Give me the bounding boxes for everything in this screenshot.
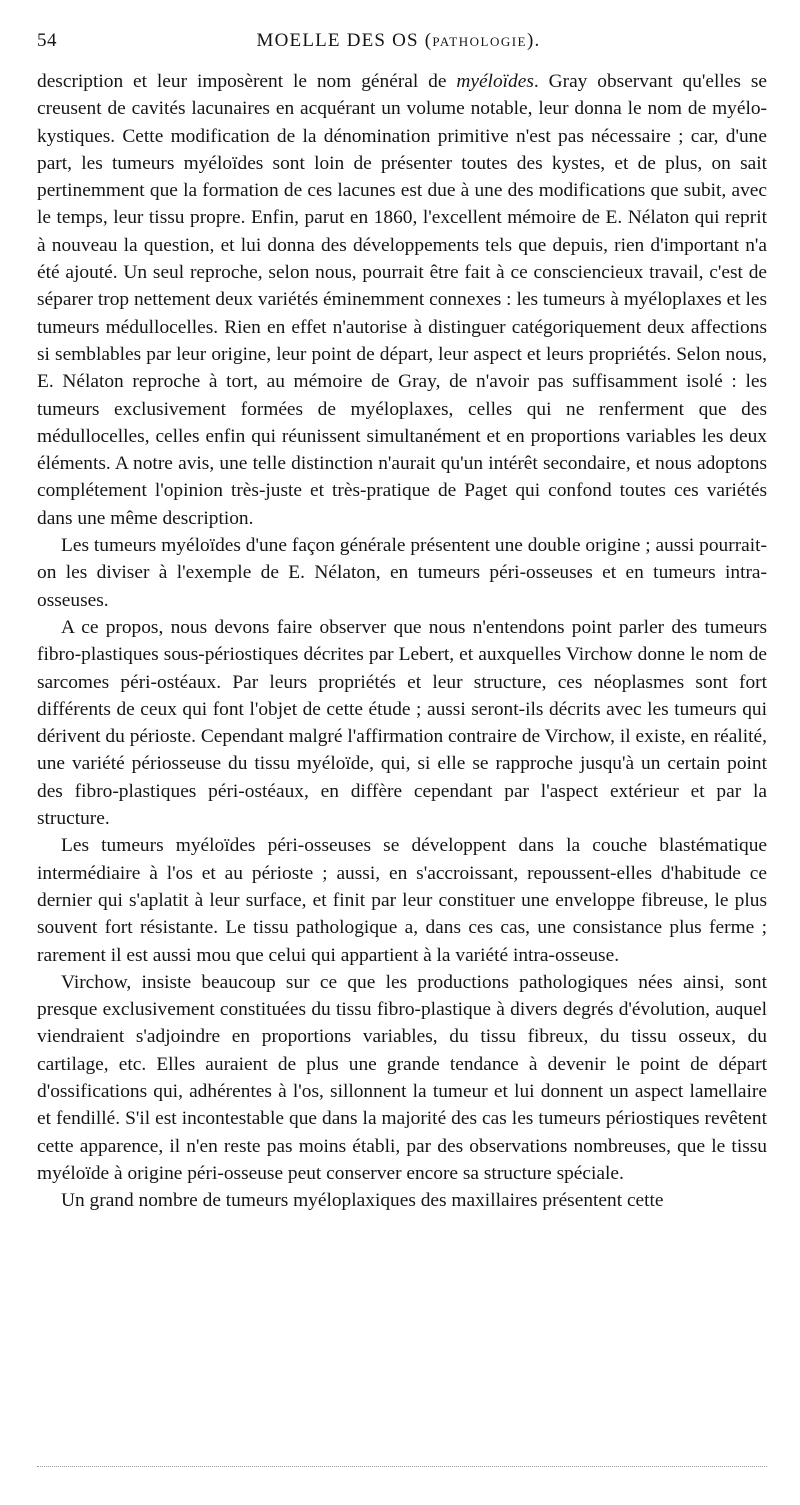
paragraph-text-rest: . Gray observant qu'elles se creusent de cavités lacunaires en acquérant un volume notable, leur donna le nom de myélo-kystiques. Cette modification de la dénomination primitive n'est pas nécessaire ; car, d'une part, les tumeurs myéloïdes sont loin de présenter toutes des kystes, et de plus, on sait pertinemment que la formation de ces lacunes est due à une des modifications que subit, avec le temps, leur tissu propre. Enfin, parut en 1860, l'excellent mémoire de E. Nélaton qui reprit à nouveau la question, et lui donna des développements tels que depuis, rien d'important n'a été ajouté. Un seul reproche, selon nous, pourrait être fait à ce consciencieux travail, c'est de séparer trop nettement deux variétés éminemment connexes : les tumeurs à myéloplaxes et les tumeurs médullocelles. Rien en effet n'autorise à distinguer catégoriquement deux affections si semblables par leur origine, leur point de départ, leur aspect et leurs propriétés. Selon nous, E. Nélaton reproche à tort, au mémoire de Gray, de n'avoir pas suffisamment isolé : les tumeurs exclusivement formées de myéloplaxes, celles qui ne renferment que des médullocelles, celles enfin qui réunissent simultanément et en proportions variables les deux éléments. A notre avis, une telle distinction n'aurait qu'un intérêt secondaire, et nous adoptons complétement l'opinion très-juste et très-pratique de Paget qui confond toutes ces variétés dans une même description. bbox=[37, 71, 767, 529]
chapter-title bbox=[37, 30, 760, 52]
chapter-title-main: MOELLE DES OS ( bbox=[256, 30, 433, 51]
paragraph: Les tumeurs myéloïdes d'une façon générale présentent une double origine ; aussi pourrait-on les diviser à l'exemple de E. Nélaton, en tumeurs péri-osseuses et en tumeurs intra-osseuses. bbox=[37, 535, 767, 611]
paragraph: A ce propos, nous devons faire observer que nous n'entendons point parler des tumeurs fibro-plastiques sous-périostiques décrites par Lebert, et auxquelles Virchow donne le nom de sarcomes péri-ostéaux. Par leurs propriétés et leur structure, ces néoplasmes sont fort différents de ceux qui font l'objet de cette étude ; aussi seront-ils décrits avec les tumeurs qui dérivent du périoste. Cependant malgré l'affirmation contraire de Virchow, il existe, en réalité, une variété périosseuse du tissu myéloïde, qui, si elle se rapproche jusqu'à un certain point des fibro-plastiques péri-ostéaux, en diffère cependant par l'aspect extérieur et par la structure. bbox=[37, 616, 767, 830]
emphasized-term: myéloïdes bbox=[456, 71, 534, 92]
running-head bbox=[37, 30, 760, 58]
chapter-title-end: ). bbox=[527, 30, 541, 51]
paragraph: Virchow, insiste beaucoup sur ce que les productions pathologiques nées ainsi, sont presque exclusivement constituées du tissu fibro-plastique à divers degrés d'évolution, auquel viendraient s'adjoindre en proportions variables, du tissu fibreux, du tissu osseux, du cartilage, etc. Elles auraient de plus une grande tendance à devenir le point de départ d'ossifications qui, adhérentes à l'os, sillonnent la tumeur et lui donnent un aspect lamellaire et fendillé. S'il est incontestable que dans la majorité des cas les tumeurs périostiques revêtent cette apparence, il n'en reste pas moins établi, par des observations nombreuses, que le tissu myéloïde à origine péri-osseuse peut conserver encore sa structure spéciale. bbox=[37, 971, 767, 1184]
page-number: 54 bbox=[37, 30, 57, 51]
body-text bbox=[37, 68, 767, 1214]
paragraph-text-start: description et leur imposèrent le nom général de bbox=[37, 71, 457, 92]
paragraph-truncated: Un grand nombre de tumeurs myéloplaxiques des maxillaires présentent cette bbox=[61, 1190, 664, 1212]
chapter-title-subsection: PATHOLOGIE bbox=[432, 34, 528, 49]
paragraph-continued bbox=[37, 68, 767, 532]
footer-dotted-rule bbox=[37, 1466, 767, 1467]
paragraph: Les tumeurs myéloïdes péri-osseuses se développent dans la couche blastématique intermédiaire à l'os et au périoste ; aussi, en s'accroissant, repoussent-elles d'habitude ce dernier qui s'aplatit à leur surface, et finit par leur constituer une enveloppe fibreuse, le plus souvent fort résistante. Le tissu pathologique a, dans ces cas, une consistance plus ferme ; rarement il est aussi mou que celui qui appartient à la variété intra-osseuse. bbox=[37, 835, 767, 966]
